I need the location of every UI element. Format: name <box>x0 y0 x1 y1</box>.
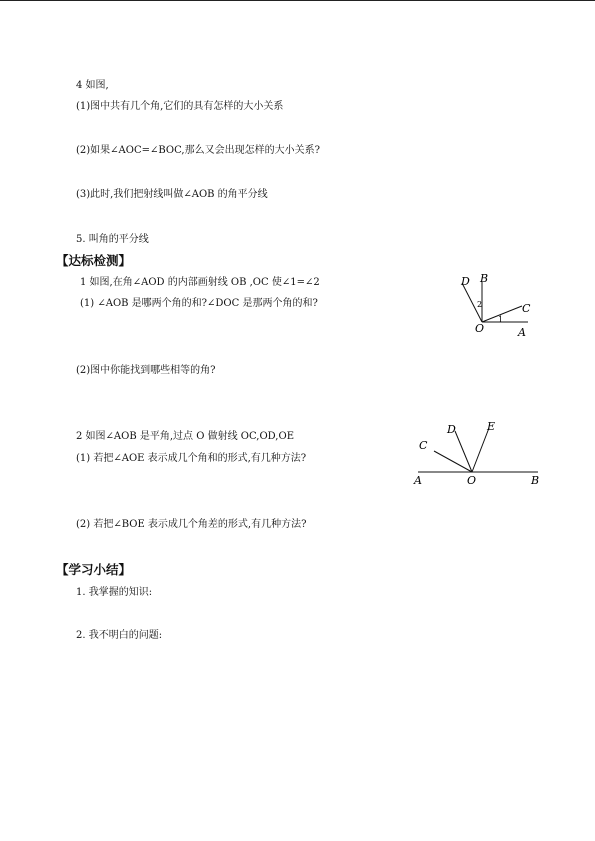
exercise-2-stem: 2 如图∠AOB 是平角,过点 O 做射线 OC,OD,OE <box>76 431 294 442</box>
label-e: E <box>487 420 496 433</box>
figure-straight-angle-aob <box>414 418 544 488</box>
label-b: B <box>531 474 540 487</box>
heading-summary: 【学习小结】 <box>56 562 132 577</box>
page-top-rule <box>0 0 595 1</box>
heading-test: 【达标检测】 <box>56 253 132 268</box>
label-a: A <box>414 474 422 487</box>
label-c: C <box>522 302 531 315</box>
summary-item-2: 2. 我不明白的问题: <box>76 630 163 641</box>
exercise-1-stem: 1 如图,在角∠AOD 的内部画射线 OB ,OC 使∠1=∠2 <box>80 277 320 288</box>
label-o: O <box>475 322 485 335</box>
label-d: D <box>461 275 470 288</box>
figure-angle-aod <box>458 270 538 340</box>
q4-part-2: (2)如果∠AOC=∠BOC,那么又会出现怎样的大小关系? <box>76 145 320 156</box>
summary-item-1: 1. 我掌握的知识: <box>76 587 153 598</box>
label-o: O <box>467 474 477 487</box>
label-c: C <box>419 439 428 452</box>
label-d: D <box>447 423 456 436</box>
label-b: B <box>480 272 489 285</box>
exercise-1-part-2: (2)图中你能找到哪些相等的角? <box>76 365 216 376</box>
exercise-1-part-1: (1) ∠AOB 是哪两个角的和?∠DOC 是那两个角的和? <box>80 298 318 309</box>
label-angle-2: 2 <box>477 300 483 309</box>
q4-part-1: (1)图中共有几个角,它们的具有怎样的大小关系 <box>76 101 284 112</box>
label-a: A <box>518 326 526 339</box>
exercise-2-part-1: (1) 若把∠AOE 表示成几个角和的形式,有几种方法? <box>76 453 307 464</box>
q5-text: 5. 叫角的平分线 <box>76 234 149 245</box>
q4-title: 4 如图, <box>76 80 109 91</box>
label-angle-1: 1 <box>498 315 504 324</box>
q4-part-3: (3)此时,我们把射线叫做∠AOB 的角平分线 <box>76 189 268 200</box>
exercise-2-part-2: (2) 若把∠BOE 表示成几个角差的形式,有几种方法? <box>76 519 307 530</box>
